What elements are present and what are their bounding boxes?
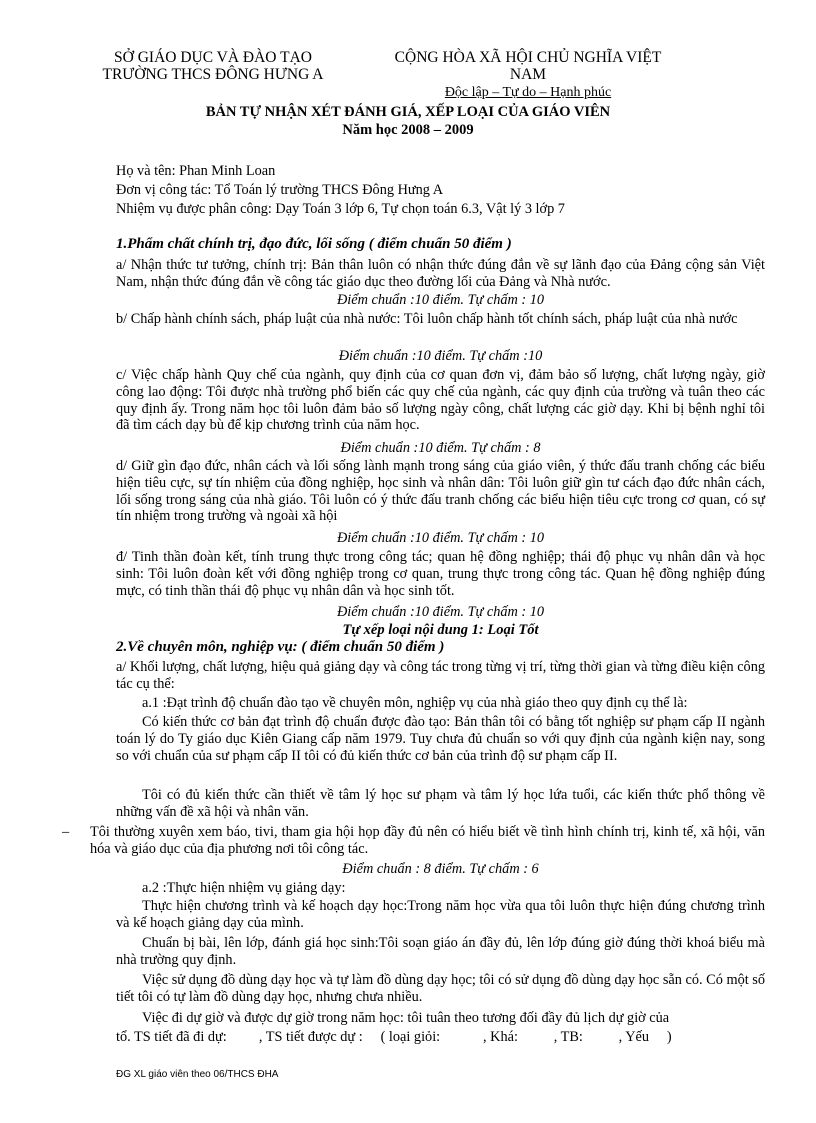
section-2-a2-title: a.2 :Thực hiện nhiệm vụ giảng dạy: <box>142 880 346 896</box>
section-1-self-rating: Tự xếp loại nội dung 1: Loại Tốt <box>342 622 539 638</box>
header-left <box>82 49 344 83</box>
section-2-heading: 2.Về chuyên môn, nghiệp vụ: ( điểm chuẩn 50 điểm ) <box>116 639 445 655</box>
section-2-a1-paragraph-2: Tôi có đủ kiến thức cần thiết về tâm lý học sư phạm và tâm lý học lứa tuổi, các kiến thức phổ thông về những vấn đề xã hội và nhân văn. <box>116 787 765 820</box>
section-2-a2-paragraph-1: Thực hiện chương trình và kế hoạch dạy học:Trong năm học vừa qua tôi luôn thực hiện đúng chương trình và kế hoạch giảng dạy của mình. <box>116 898 765 931</box>
national-motto: Độc lập – Tự do – Hạnh phúc <box>444 85 612 100</box>
section-1-heading: 1.Phẩm chất chính trị, đạo đức, lối sống ( điểm chuẩn 50 điểm ) <box>116 236 512 252</box>
section-1-a-text: a/ Nhận thức tư tưởng, chính trị: Bản thân luôn có nhận thức đúng đắn về sự lãnh đạo của Đảng cộng sản Việt Nam, nhận thức đúng đắn về công tác giáo dục theo đường lối của Đảng và Nhà nước. <box>116 257 765 290</box>
department-name: SỞ GIÁO DỤC VÀ ĐÀO TẠO <box>114 49 312 66</box>
section-2-a2-paragraph-3: Việc sử dụng đồ dùng dạy học và tự làm đồ dùng dạy học; tôi có sử dụng đồ dùng dạy học sẵn có. Có một số tiết tôi có tự làm đồ dùng dạy học, nhưng chưa nhiều. <box>116 972 765 1005</box>
section-2-a1-bullet: Tôi thường xuyên xem báo, tivi, tham gia hội họp đầy đủ nên có hiểu biết về tình hình chính trị, kinh tế, xã hội, văn hóa và giáo dục của địa phương nơi tôi công tác. <box>90 824 765 857</box>
country-name: CỘNG HÒA XÃ HỘI CHỦ NGHĨA VIỆT NAM <box>394 49 662 83</box>
section-2-a1-paragraph-1: Có kiến thức cơ bản đạt trình độ chuẩn được đào tạo: Bản thân tôi có bằng tốt nghiệp sư phạm cấp II ngành toán lý do Ty giáo dục Kiên Giang cấp năm 1979. Tuy chưa đủ chuẩn so với quy định của ngành kiện nay, song so với chuẩn của sư phạm cấp II tôi có đủ kiến thức cơ bản của trình độ sư phạm cấp II. <box>116 714 765 764</box>
assigned-duty: Nhiệm vụ được phân công: Dạy Toán 3 lớp 6, Tự chọn toán 6.3, Vật lý 3 lớp 7 <box>116 201 565 217</box>
section-1-b-score: Điểm chuẩn :10 điểm. Tự chấm :10 <box>338 348 543 364</box>
section-1-c-text: c/ Việc chấp hành Quy chế của ngành, quy định của cơ quan đơn vị, đảm bảo số lượng, chất lượng ngày, giờ công lao động: Tôi được nhà trường phổ biến các quy chế của ngành, các quy định của trường và tuân theo các quy định ấy. Trong năm học tôi luôn đảm bảo số lượng ngày công, chất lượng các giờ dạy. Khi bị bệnh nghỉ tôi đã tìm cách dạy bù để kịp chương trình của năm học. <box>116 367 765 434</box>
section-2-a1-score: Điểm chuẩn : 8 điểm. Tự chấm : 6 <box>342 861 539 877</box>
header-right <box>378 49 678 101</box>
page-footer: ĐG XL giáo viên theo 06/THCS ĐHA <box>116 1069 279 1080</box>
section-1-c-score: Điểm chuẩn :10 điểm. Tự chấm : 8 <box>340 440 541 456</box>
section-2-a2-paragraph-4-line-2: tổ. TS tiết đã đi dự: , TS tiết được dự : ( loại giỏi: , Khá: , TB: , Yếu ) <box>116 1029 672 1045</box>
work-unit: Đơn vị công tác: Tổ Toán lý trường THCS Đông Hưng A <box>116 182 444 198</box>
teacher-name: Họ và tên: Phan Minh Loan <box>116 163 276 179</box>
section-2-a-intro: a/ Khối lượng, chất lượng, hiệu quả giảng dạy và công tác trong từng vị trí, từng thời gian và từng điều kiện công tác cụ thể: <box>116 659 765 692</box>
school-year: Năm học 2008 – 2009 <box>342 122 474 138</box>
section-2-a2-paragraph-4-line-1: Việc đi dự giờ và được dự giờ trong năm học: tôi tuân theo tương đối đầy đủ lịch dự giờ của <box>142 1010 670 1026</box>
section-2-a1-title: a.1 :Đạt trình độ chuẩn đào tạo về chuyên môn, nghiệp vụ của nhà giáo theo quy định cụ thể là: <box>142 695 688 711</box>
section-1-d-score: Điểm chuẩn :10 điểm. Tự chấm : 10 <box>336 530 545 546</box>
school-name: TRƯỜNG THCS ĐÔNG HƯNG A <box>102 66 324 83</box>
section-1-e-score: Điểm chuẩn :10 điểm. Tự chấm : 10 <box>336 604 545 620</box>
section-1-a-score: Điểm chuẩn :10 điểm. Tự chấm : 10 <box>336 292 545 308</box>
section-1-e-text: đ/ Tinh thần đoàn kết, tính trung thực trong công tác; quan hệ đồng nghiệp; thái độ phục vụ nhân dân và học sinh: Tôi luôn đoàn kết với đồng nghiệp trong cơ quan, trung thực trong công tác. Quan hệ đồng nghiệp đúng mực, có tinh thần thái độ phục vụ nhân dân và học sinh tốt. <box>116 549 765 599</box>
section-1-d-text: d/ Giữ gìn đạo đức, nhân cách và lối sống lành mạnh trong sáng của giáo viên, ý thức đấu tranh chống các biểu hiện tiêu cực, sự tín nhiệm của đồng nghiệp, học sinh và nhân dân: Tôi luôn giữ gìn tư cách đạo đức nhân cách, lối sống trong sáng của nhà giáo. Tôi luôn có ý thức đấu tranh chống các biểu hiện tiêu cực trong cơ quan, có sự tín nhiệm trong trường và ngoài xã hội <box>116 458 765 525</box>
section-2-a2-paragraph-2: Chuẩn bị bài, lên lớp, đánh giá học sinh:Tôi soạn giáo án đầy đủ, lên lớp đúng giờ đúng thời khoá biểu mà nhà trường quy định. <box>116 935 765 968</box>
section-1-b-text: b/ Chấp hành chính sách, pháp luật của nhà nước: Tôi luôn chấp hành tốt chính sách, pháp luật của nhà nước <box>116 311 738 327</box>
document-title: BẢN TỰ NHẬN XÉT ĐÁNH GIÁ, XẾP LOẠI CỦA GIÁO VIÊN <box>205 104 611 120</box>
bullet-dash: – <box>62 824 70 840</box>
